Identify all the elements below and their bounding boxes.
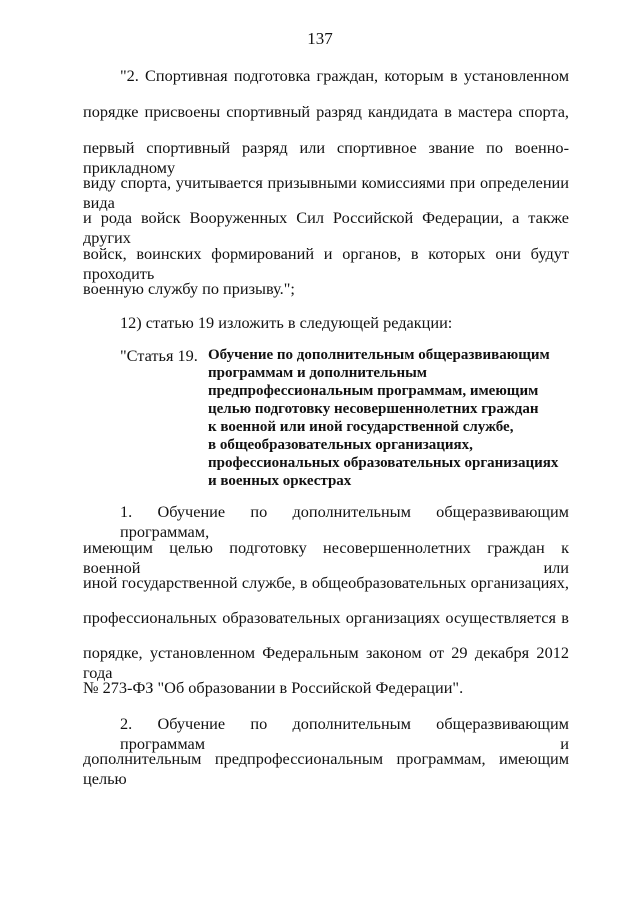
text-line: виду спорта, учитывается призывными комиссиями при определении вида — [83, 173, 569, 212]
text-line: военную службу по призыву."; — [83, 279, 295, 298]
text-line: порядке, установленном Федеральным законом от 29 декабря 2012 года — [83, 643, 569, 682]
article-title-line: программам и дополнительным — [208, 365, 428, 381]
text-line: 2. Обучение по дополнительным общеразвивающим программам и — [120, 714, 569, 753]
article-title-line: в общеобразовательных организациях, — [208, 437, 473, 453]
text-line: № 273-ФЗ "Об образовании в Российской Федерации". — [83, 678, 464, 697]
paragraph-item-12: 12) статью 19 изложить в следующей редакции: — [120, 313, 453, 332]
text-line: профессиональных образовательных организациях осуществляется в — [83, 608, 569, 627]
article-label: "Статья 19. — [120, 346, 198, 365]
text-line: порядке присвоены спортивный разряд кандидата в мастера спорта, — [83, 102, 569, 121]
text-line: имеющим целью подготовку несовершеннолетних граждан к военной или — [83, 538, 569, 577]
article-title — [208, 346, 578, 490]
text-line: иной государственной службе, в общеобразовательных организациях, — [83, 573, 569, 592]
text-line: дополнительным предпрофессиональным программам, имеющим целью — [83, 749, 569, 788]
article-title-line: предпрофессиональным программам, имеющим — [208, 383, 539, 399]
page-number: 137 — [307, 29, 333, 48]
text-line: и рода войск Вооруженных Сил Российской Федерации, а также других — [83, 208, 569, 247]
article-title-line: Обучение по дополнительным общеразвивающим — [208, 347, 550, 363]
article-title-line: к военной или иной государственной службе, — [208, 419, 514, 435]
text-line: первый спортивный разряд или спортивное звание по военно-прикладному — [83, 138, 569, 177]
article-title-line: целью подготовку несовершеннолетних граждан — [208, 401, 539, 417]
text-line: войск, воинских формирований и органов, в которых они будут проходить — [83, 244, 569, 283]
text-line: 1. Обучение по дополнительным общеразвивающим программам, — [120, 502, 569, 541]
text-line: "2. Спортивная подготовка граждан, которым в установленном — [120, 66, 569, 85]
article-title-line: профессиональных образовательных организациях — [208, 455, 559, 471]
article-title-line: и военных оркестрах — [208, 473, 352, 489]
